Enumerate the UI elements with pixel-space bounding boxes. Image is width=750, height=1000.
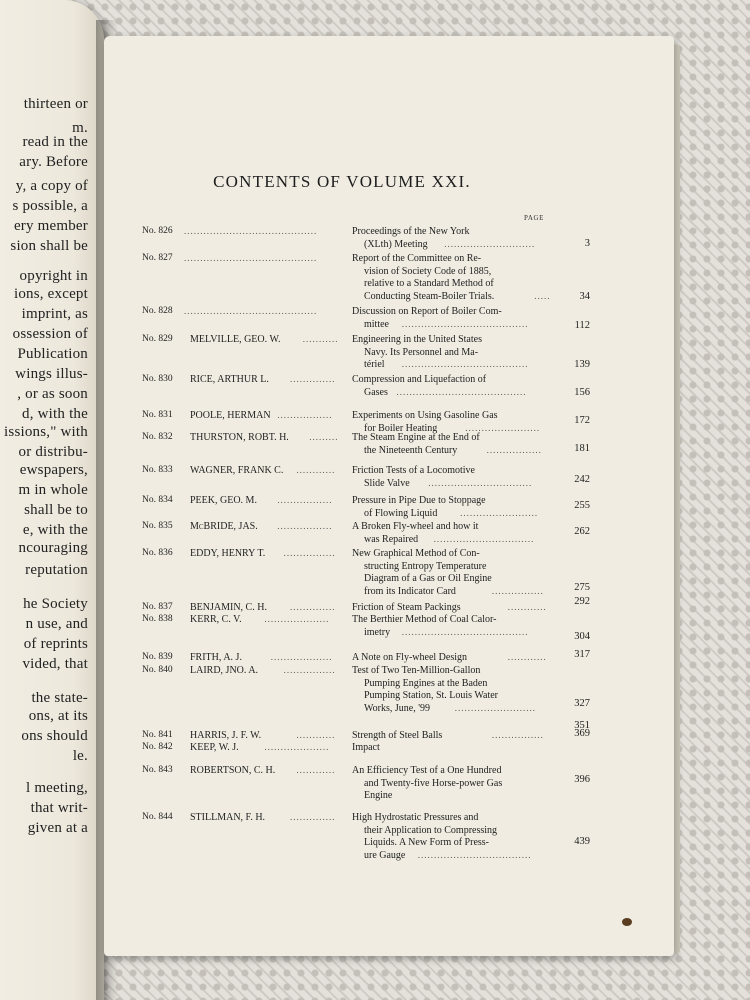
- leader-dots: ..............: [290, 374, 336, 384]
- entry-title-line: Works, June, '99: [364, 702, 430, 714]
- entry-author: HARRIS, J. F. W.: [190, 730, 262, 741]
- entry-title-line: Impact: [352, 742, 380, 753]
- leader-dots: ............: [507, 602, 547, 612]
- entry-title-line: Pressure in Pipe Due to Stoppage: [352, 495, 486, 506]
- entry-title-line: A Note on Fly-wheel Design: [352, 652, 467, 663]
- entry-page-number: 172: [574, 415, 590, 426]
- entry-number: No. 831: [142, 410, 173, 420]
- entry-page-number: 3: [584, 238, 590, 249]
- entry-author: EDDY, HENRY T.: [190, 548, 266, 559]
- left-page-text-line: Publication: [17, 346, 88, 362]
- left-page-text-line: sion shall be: [10, 238, 88, 254]
- entry-page-number: 139: [574, 359, 590, 370]
- entry-page-number: 396: [574, 774, 590, 785]
- entry-number: No. 840: [142, 665, 173, 675]
- left-page-text-line: l meeting,: [26, 780, 88, 796]
- entry-title-line: Friction of Steam Packings: [352, 602, 461, 613]
- left-page-text-line: that writ-: [30, 800, 88, 816]
- page-column-label: PAGE: [524, 214, 545, 222]
- entry-title-line: Discussion on Report of Boiler Com-: [352, 306, 502, 317]
- entry-title-line: Proceedings of the New York: [352, 226, 470, 237]
- entry-page-number: 242: [574, 474, 590, 485]
- entry-title-line: was Repaired: [364, 533, 419, 545]
- leader-dots: .........................................: [184, 226, 318, 236]
- entry-title-line: for Boiler Heating: [364, 422, 438, 434]
- entry-title-line: Liquids. A New Form of Press-: [364, 837, 489, 849]
- leader-dots: ...........: [302, 334, 339, 344]
- leader-dots: ....................: [264, 742, 330, 752]
- entry-title-line: A Broken Fly-wheel and how it: [352, 521, 479, 532]
- leader-dots: ..............: [290, 602, 336, 612]
- entry-number: No. 841: [142, 730, 173, 740]
- leader-dots: .................: [277, 521, 333, 531]
- leader-dots: .........: [309, 432, 339, 442]
- entry-number: No. 830: [142, 374, 173, 384]
- entry-title-line: Gases: [364, 386, 388, 398]
- left-page-text-line: ossession of: [12, 326, 88, 342]
- entry-number: No. 836: [142, 548, 173, 558]
- entry-title-line: The Steam Engine at the End of: [352, 432, 480, 443]
- left-page-text-line: s possible, a: [12, 198, 88, 214]
- entry-page-number: 304: [574, 631, 590, 642]
- entry-page-number: 369: [574, 728, 590, 739]
- entry-title-line: Diagram of a Gas or Oil Engine: [364, 573, 492, 585]
- entry-page-number: 327: [574, 698, 590, 709]
- page-stain: [622, 918, 632, 926]
- entry-title-line: and Twenty-five Horse-power Gas: [364, 777, 503, 789]
- left-page-text-line: shall be to: [24, 502, 88, 518]
- left-page-text-line: the state-: [31, 690, 88, 706]
- left-page-text-line: opyright in: [19, 268, 88, 284]
- entry-number: No. 839: [142, 652, 173, 662]
- entry-title-line: Navy. Its Personnel and Ma-: [364, 346, 479, 358]
- leader-dots: .......................................: [401, 359, 529, 370]
- leader-dots: ..............: [290, 812, 336, 822]
- entry-number: No. 835: [142, 521, 173, 531]
- entry-title-line: of Flowing Liquid: [364, 507, 438, 519]
- entry-number: No. 844: [142, 812, 173, 822]
- entry-title-line: from its Indicator Card: [364, 585, 456, 597]
- entry-title-line: Slide Valve: [364, 477, 410, 489]
- left-page-text-line: n use, and: [25, 616, 88, 632]
- entry-number: No. 837: [142, 602, 173, 612]
- leader-dots: ...................................: [417, 849, 532, 860]
- entry-title-line: An Efficiency Test of a One Hundred: [352, 765, 502, 776]
- left-page-text-line: ions, except: [13, 286, 88, 302]
- entry-page-number: 34: [579, 291, 590, 302]
- entry-title-line: Test of Two Ten-Million-Gallon: [352, 665, 481, 676]
- entry-title-line: Pumping Station, St. Louis Water: [364, 690, 499, 702]
- leader-dots: ...................: [270, 652, 333, 662]
- entry-title-line: Engineering in the United States: [352, 334, 482, 345]
- leader-dots: ...............................: [433, 533, 535, 544]
- entry-author: WAGNER, FRANK C.: [190, 465, 284, 476]
- entry-page-number: 262: [574, 526, 590, 537]
- entry-author: KEEP, W. J.: [190, 742, 239, 753]
- left-page-text-line: ewspapers,: [19, 462, 88, 478]
- leader-dots: ................: [491, 730, 544, 740]
- leader-dots: .......................................: [401, 626, 529, 637]
- entry-author: McBRIDE, JAS.: [190, 521, 258, 532]
- entry-number: No. 834: [142, 495, 173, 505]
- entry-page-number: 181: [574, 443, 590, 454]
- leader-dots: ................................: [428, 477, 533, 488]
- entry-number: No. 829: [142, 334, 173, 344]
- entry-title-line: tériel: [364, 359, 385, 371]
- left-page-text-line: thirteen or: [23, 96, 88, 112]
- entry-title-line: (XLth) Meeting: [364, 238, 428, 250]
- entry-page-number: 292: [574, 596, 590, 607]
- entry-number: No. 826: [142, 226, 173, 236]
- leader-dots: .........................................: [184, 306, 318, 316]
- entry-page-number: 112: [574, 320, 590, 331]
- left-page-text-line: of reprints: [23, 636, 88, 652]
- entry-title-line: imetry: [364, 626, 391, 638]
- entry-title-line: their Application to Compressing: [364, 824, 498, 836]
- entry-title-line: Pumping Engines at the Baden: [364, 677, 488, 689]
- leader-dots: ........................: [460, 507, 539, 518]
- entry-title-line: mittee: [364, 318, 389, 330]
- entry-author: STILLMAN, F. H.: [190, 812, 266, 823]
- entry-author: FRITH, A. J.: [190, 652, 242, 663]
- entry-author: THURSTON, ROBT. H.: [190, 432, 289, 443]
- entry-author: RICE, ARTHUR L.: [190, 374, 269, 385]
- entry-title-line: relative to a Standard Method of: [364, 278, 494, 290]
- entry-title-line: Strength of Steel Balls: [352, 730, 443, 741]
- left-page-text-line: read in the: [22, 134, 88, 150]
- entry-number: No. 832: [142, 432, 173, 442]
- leader-dots: ............: [507, 652, 547, 662]
- entry-page-number: 275: [574, 582, 590, 593]
- entry-page-number: 317: [574, 649, 590, 660]
- left-page-text-line: ons should: [21, 728, 88, 744]
- entry-title-line: Engine: [364, 790, 393, 802]
- leader-dots: ........................................: [396, 386, 527, 397]
- entry-page-number: 156: [574, 387, 590, 398]
- leader-dots: .....: [534, 290, 551, 301]
- leader-dots: ............................: [444, 238, 536, 249]
- entry-author: ROBERTSON, C. H.: [190, 765, 276, 776]
- left-page-text-line: y, a copy of: [15, 178, 88, 194]
- contents-heading: CONTENTS OF VOLUME XXI.: [213, 172, 471, 191]
- left-page-text-line: imprint, as: [21, 306, 88, 322]
- leader-dots: ................: [283, 665, 336, 675]
- left-page-text-line: e, with the: [22, 522, 88, 538]
- entry-author: MELVILLE, GEO. W.: [190, 334, 281, 345]
- entry-number: No. 827: [142, 253, 173, 263]
- entry-page-number: 439: [574, 836, 590, 847]
- entry-author: KERR, C. V.: [190, 614, 242, 625]
- entry-title-line: the Nineteenth Century: [364, 444, 458, 456]
- entry-page-number: 351: [574, 720, 590, 731]
- leader-dots: ................: [491, 585, 544, 596]
- entry-author: LAIRD, JNO. A.: [190, 665, 259, 676]
- leader-dots: .........................: [454, 702, 537, 713]
- left-page-text-line: vided, that: [22, 656, 88, 672]
- entry-author: PEEK, GEO. M.: [190, 495, 257, 506]
- entry-title-line: Report of the Committee on Re-: [352, 253, 482, 264]
- entry-title-line: ure Gauge: [364, 849, 406, 861]
- entry-page-number: 255: [574, 500, 590, 511]
- leader-dots: ....................: [264, 614, 330, 624]
- left-page-text-line: le.: [72, 748, 88, 764]
- left-page-text-line: m in whole: [18, 482, 88, 498]
- entry-title-line: vision of Society Code of 1885,: [364, 265, 492, 277]
- entry-title-line: New Graphical Method of Con-: [352, 548, 480, 559]
- left-page-text-line: reputation: [25, 562, 88, 578]
- left-page-text-line: ery member: [13, 218, 88, 234]
- leader-dots: ............: [296, 465, 336, 475]
- leader-dots: .................: [277, 410, 333, 420]
- entry-title-line: The Berthier Method of Coal Calor-: [352, 614, 497, 625]
- entry-author: BENJAMIN, C. H.: [190, 602, 267, 613]
- entry-title-line: structing Entropy Temperature: [364, 560, 487, 572]
- leader-dots: .................: [486, 444, 542, 455]
- entry-number: No. 828: [142, 306, 173, 316]
- entry-title-line: Experiments on Using Gasoline Gas: [352, 410, 498, 421]
- leader-dots: .........................................: [184, 253, 318, 263]
- left-page-text-line: m.: [72, 120, 88, 136]
- left-page-text-line: wings illus-: [15, 366, 88, 382]
- left-page-text-line: d, with the: [22, 406, 88, 422]
- left-page-text-line: ary. Before: [19, 154, 88, 170]
- entry-title-line: Friction Tests of a Locomotive: [352, 465, 475, 476]
- left-page-text-line: ons, at its: [28, 708, 88, 724]
- entry-number: No. 838: [142, 614, 173, 624]
- leader-dots: .......................................: [401, 318, 529, 329]
- entry-number: No. 833: [142, 465, 173, 475]
- left-page-text-line: given at a: [27, 820, 88, 836]
- left-page-text-line: or distribu-: [18, 444, 88, 460]
- leader-dots: .......................: [465, 422, 541, 433]
- left-page-text-line: issions," with: [4, 424, 88, 440]
- left-page: [0, 0, 104, 1000]
- leader-dots: ................: [283, 548, 336, 558]
- entry-number: No. 843: [142, 765, 173, 775]
- entry-title-line: Conducting Steam-Boiler Trials.: [364, 290, 495, 302]
- entry-title-line: High Hydrostatic Pressures and: [352, 812, 479, 823]
- entry-author: POOLE, HERMAN: [190, 410, 271, 421]
- leader-dots: .................: [277, 495, 333, 505]
- left-page-text-line: ncouraging: [18, 540, 88, 556]
- leader-dots: ............: [296, 765, 336, 775]
- entry-number: No. 842: [142, 742, 173, 752]
- leader-dots: ............: [296, 730, 336, 740]
- left-page-text-line: he Society: [23, 596, 88, 612]
- entry-title-line: Compression and Liquefaction of: [352, 374, 487, 385]
- left-page-text-line: , or as soon: [17, 386, 88, 402]
